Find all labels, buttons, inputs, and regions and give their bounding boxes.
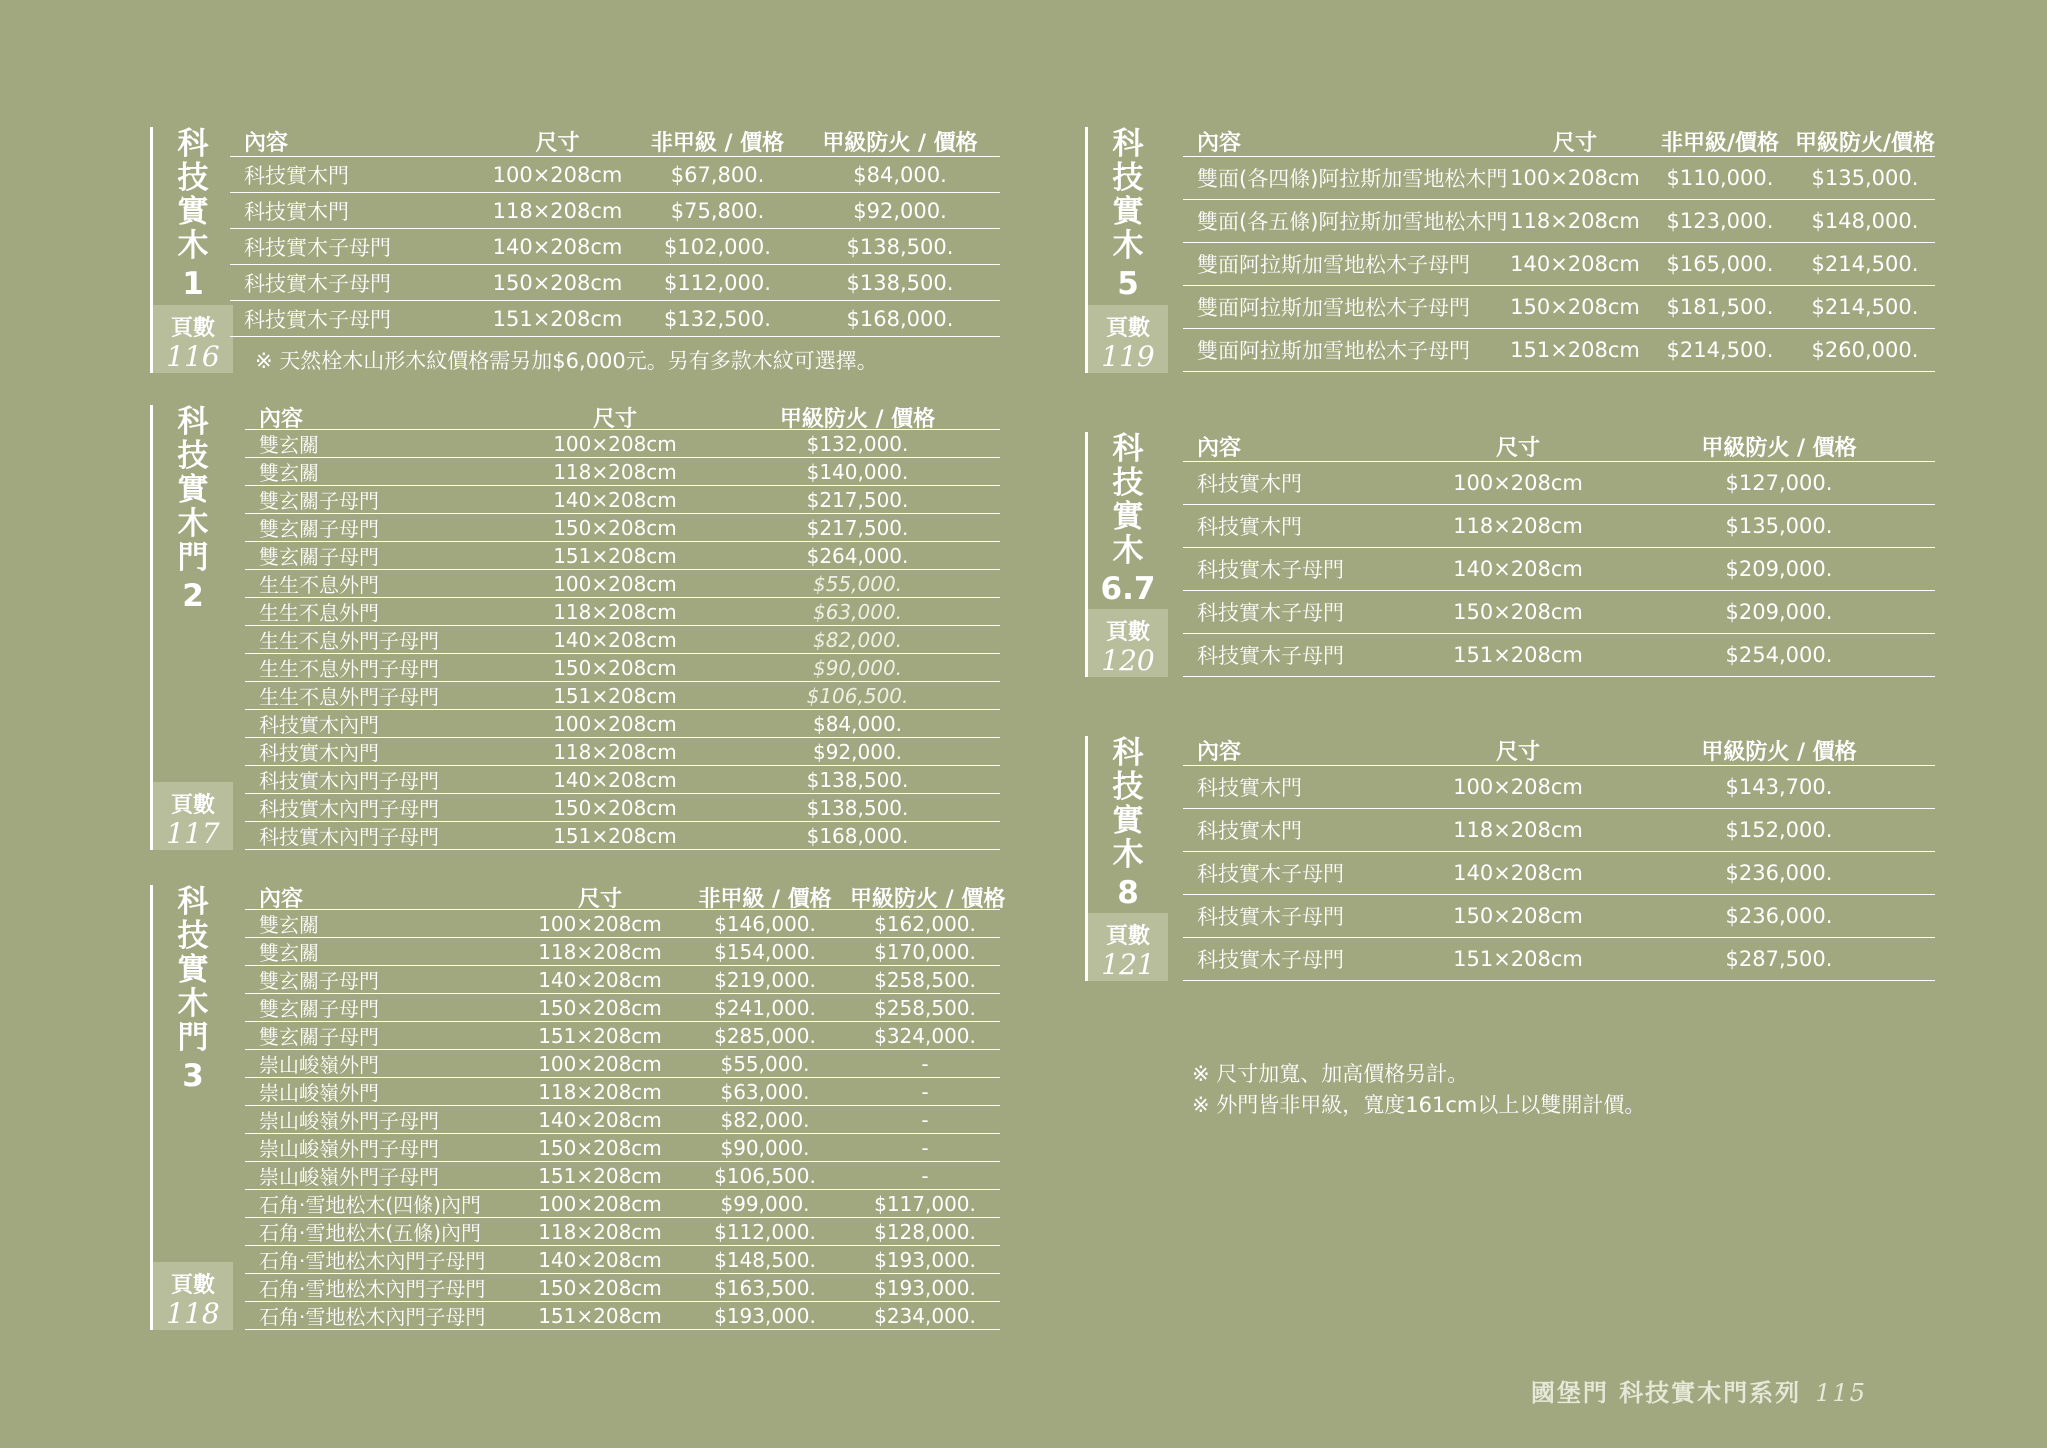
item-name: 生生不息外門子母門 [259,657,439,681]
table-row [245,1162,1000,1190]
title-char: 實 [177,194,209,230]
item-price: $90,000. [812,655,903,680]
item-size: 151×208cm [1510,338,1640,362]
item-name: 石角·雪地松木內門子母門 [259,1249,486,1273]
table-header [245,885,1006,912]
item-price: $112,000. [714,1219,816,1244]
item-name: 石角·雪地松木(四條)內門 [259,1193,481,1217]
table-row [245,966,1000,994]
header-cell: 尺寸 [1495,740,1540,765]
footer-text: 國堡門 科技實木門系列 [1530,1378,1802,1407]
item-price: $236,000. [1725,904,1833,928]
section-6-7 [1085,432,1935,677]
table-row [230,265,1000,301]
item-name: 科技實木門 [1197,515,1302,539]
item-size: 100×208cm [1510,166,1640,190]
item-price: $92,000. [853,198,947,223]
item-name: 雙玄關子母門 [259,545,379,569]
item-size: 118×208cm [1453,514,1583,538]
item-price: $90,000. [720,1135,810,1160]
item-price: $258,500. [874,995,976,1020]
table-row [245,738,1000,766]
item-price: $170,000. [874,939,976,964]
table-row [245,1106,1000,1134]
item-price: $106,500. [714,1163,816,1188]
item-price: $132,500. [664,306,771,331]
table-row [1183,286,1935,329]
item-size: 140×208cm [1453,861,1583,885]
table-row [245,910,1000,938]
item-price: $168,000. [846,306,954,331]
item-name: 崇山峻嶺外門子母門 [259,1137,439,1161]
item-name: 雙玄關子母門 [259,1025,379,1049]
item-size: 151×208cm [538,1303,662,1328]
item-price: $260,000. [1811,338,1919,362]
item-price: $241,000. [714,995,816,1020]
item-size: 100×208cm [538,1191,662,1216]
item-size: 140×208cm [553,767,677,792]
item-size: 151×208cm [553,823,677,848]
item-size: 140×208cm [553,487,677,512]
item-name: 雙玄關子母門 [259,997,379,1021]
page-number: 115 [1815,1379,1867,1407]
item-name: 科技實木子母門 [1197,601,1344,625]
item-price: $63,000. [812,599,903,624]
item-name: 科技實木門 [1197,776,1302,800]
item-name: 石角·雪地松木內門子母門 [259,1277,486,1301]
table-row [245,1246,1000,1274]
table-row [245,1134,1000,1162]
header-cell: 內容 [259,406,304,432]
item-name: 生生不息外門 [259,601,379,625]
page-ref: 頁數 119 [1088,305,1168,373]
section-2 [150,405,1000,850]
price-table [1183,736,1935,981]
item-name: 科技實木子母門 [244,307,391,332]
item-price: $162,000. [874,911,976,936]
item-size: 140×208cm [1510,252,1640,276]
table-row [245,1190,1000,1218]
table-row [1183,329,1935,372]
item-name: 雙面阿拉斯加雪地松木子母門 [1197,339,1470,363]
item-size: 151×208cm [553,683,677,708]
item-price: $99,000. [720,1191,810,1216]
item-name: 生生不息外門子母門 [259,685,439,709]
item-price: $234,000. [874,1303,976,1328]
header-cell: 內容 [244,131,289,156]
table-header [245,405,1000,430]
item-price: $135,000. [1811,166,1919,190]
section-title [150,127,233,373]
item-price: $67,800. [670,162,765,187]
table-row [1183,505,1935,548]
table-row [230,193,1000,229]
item-name: 崇山峻嶺外門 [259,1081,379,1105]
table-row [1183,895,1935,938]
item-price: $138,500. [806,767,909,792]
item-price: $236,000. [1725,861,1833,885]
item-price: $55,000. [720,1051,810,1076]
item-price: $168,000. [806,823,909,848]
item-price: $102,000. [664,234,771,259]
item-price: $324,000. [874,1023,976,1048]
table-row [245,570,1000,598]
page-footer [1531,1373,1867,1408]
page-ref: 頁數 118 [153,1262,233,1330]
item-price: $214,500. [1811,252,1919,276]
item-price: $84,000. [853,162,947,187]
table-row [230,301,1000,337]
header-cell: 尺寸 [1552,131,1597,156]
item-size: 118×208cm [553,739,677,764]
header-cell: 非甲級 / 價格 [650,131,785,156]
item-price: $214,500. [1666,338,1774,362]
item-name: 科技實木子母門 [1197,644,1344,668]
item-name: 科技實木子母門 [244,271,391,296]
table-row [230,229,1000,265]
item-price: $154,000. [714,939,816,964]
item-size: 150×208cm [1453,600,1583,624]
table-row [1183,591,1935,634]
item-price: $82,000. [720,1107,810,1132]
item-price: $112,000. [664,270,771,295]
item-size: 151×208cm [538,1163,662,1188]
item-size: 140×208cm [1453,557,1583,581]
item-size: 151×208cm [492,306,623,331]
section-title: 科 技 實 木 門 3 頁數 118 [150,885,233,1330]
header-cell: 尺寸 [577,886,622,912]
item-price: $138,500. [846,234,954,259]
item-price: $193,000. [874,1247,976,1272]
item-size: 100×208cm [538,911,662,936]
table-row [245,1022,1000,1050]
item-name: 雙面阿拉斯加雪地松木子母門 [1197,253,1470,277]
table-header [1183,736,1935,766]
header-cell: 甲級防火 / 價格 [1701,740,1857,765]
general-note: ※ 外門皆非甲級，寬度161cm以上以雙開計價。 [1192,1093,1646,1117]
item-size: 100×208cm [553,711,677,736]
title-char: 科 [177,126,209,162]
section-title: 科 技 實 木 6.7 頁數 120 [1085,432,1168,677]
item-name: 雙玄關 [259,913,319,937]
item-name: 科技實木內門子母門 [259,769,439,793]
item-price: - [921,1163,929,1188]
item-name: 科技實木內門子母門 [259,797,439,821]
section-title: 科 技 實 木 門 2 頁數 117 [150,405,233,850]
item-price: $75,800. [670,198,765,223]
item-price: $193,000. [714,1303,816,1328]
table-row [1183,200,1935,243]
general-note: ※ 尺寸加寬、加高價格另計。 [1192,1062,1469,1086]
item-price: $287,500. [1725,947,1833,971]
item-name: 科技實木內門 [259,741,379,765]
item-name: 崇山峻嶺外門子母門 [259,1109,439,1133]
item-price: $209,000. [1725,600,1833,624]
item-name: 雙玄關 [259,433,319,457]
header-cell: 甲級防火 / 價格 [822,131,978,156]
item-price: $193,000. [874,1275,976,1300]
header-cell: 內容 [1197,740,1242,765]
price-table [230,127,1000,337]
table-row [245,598,1000,626]
section-title: 科 技 實 木 8 頁數 121 [1085,736,1168,981]
item-name: 科技實木子母門 [1197,905,1344,929]
item-size: 140×208cm [538,967,662,992]
item-name: 科技實木子母門 [244,235,391,260]
item-size: 100×208cm [538,1051,662,1076]
item-size: 118×208cm [1453,818,1583,842]
item-size: 100×208cm [553,571,677,596]
page-ref: 頁數 116 [153,305,233,373]
item-size: 151×208cm [538,1023,662,1048]
table-row [245,458,1000,486]
item-price: $148,500. [714,1247,816,1272]
table-row [245,430,1000,458]
item-size: 118×208cm [492,198,623,223]
item-name: 石角·雪地松木內門子母門 [259,1305,486,1329]
item-price: $123,000. [1666,209,1774,233]
item-price: $254,000. [1725,643,1833,667]
item-size: 150×208cm [492,270,623,295]
table-row [245,626,1000,654]
item-size: 150×208cm [553,655,677,680]
title-char: 木 [177,228,209,264]
item-size: 150×208cm [1510,295,1640,319]
section-5 [1085,127,1935,373]
table-row [1183,157,1935,200]
item-size: 118×208cm [538,1219,662,1244]
item-price: $127,000. [1725,471,1833,495]
table-row [245,994,1000,1022]
item-price: - [921,1107,929,1132]
item-size: 118×208cm [1510,209,1640,233]
table-row [230,157,1000,193]
header-cell: 甲級防火 / 價格 [850,886,1006,912]
item-name: 科技實木子母門 [1197,558,1344,582]
item-name: 雙面阿拉斯加雪地松木子母門 [1197,296,1470,320]
table-row [245,1218,1000,1246]
header-cell: 甲級防火 / 價格 [779,406,936,432]
section-8 [1085,736,1935,981]
item-name: 科技實木子母門 [1197,862,1344,886]
item-price: $110,000. [1666,166,1774,190]
item-size: 150×208cm [1453,904,1583,928]
item-price: $138,500. [846,270,954,295]
item-price: $214,500. [1811,295,1919,319]
item-price: $217,500. [806,515,909,540]
item-size: 118×208cm [553,459,677,484]
table-row [1183,809,1935,852]
header-cell: 尺寸 [592,406,637,432]
header-cell: 甲級防火 / 價格 [1701,436,1857,461]
item-price: $264,000. [806,543,909,568]
header-cell: 尺寸 [1495,436,1540,461]
item-size: 151×208cm [1453,643,1583,667]
table-row [1183,766,1935,809]
table-row [245,794,1000,822]
header-cell: 非甲級/價格 [1660,131,1780,156]
item-price: $143,700. [1725,775,1833,799]
item-size: 150×208cm [538,1275,662,1300]
section-title: 科 技 實 木 5 頁數 119 [1085,127,1168,373]
item-name: 雙玄關子母門 [259,969,379,993]
header-cell: 甲級防火/價格 [1795,131,1936,156]
table-row [1183,852,1935,895]
table-row [245,710,1000,738]
item-size: 118×208cm [538,939,662,964]
item-price: $135,000. [1725,514,1833,538]
item-name: 石角·雪地松木(五條)內門 [259,1221,481,1245]
table-row [245,1302,1000,1330]
item-size: 100×208cm [1453,775,1583,799]
price-table [1183,127,1935,372]
table-row [1183,548,1935,591]
table-row [1183,634,1935,677]
item-name: 科技實木內門子母門 [259,825,439,849]
table-row [245,1050,1000,1078]
title-char: 技 [177,160,209,196]
table-row [245,766,1000,794]
item-size: 118×208cm [553,599,677,624]
item-price: $138,500. [806,795,909,820]
price-table [245,885,1006,1330]
item-price: - [921,1079,929,1104]
header-cell: 內容 [1197,131,1242,156]
item-price: $209,000. [1725,557,1833,581]
item-price: $55,000. [812,571,903,596]
item-size: 150×208cm [553,795,677,820]
item-name: 雙面(各五條)阿拉斯加雪地松木門 [1197,210,1508,234]
item-size: 100×208cm [553,431,677,456]
item-name: 崇山峻嶺外門子母門 [259,1165,439,1189]
item-size: 140×208cm [553,627,677,652]
table-row [245,514,1000,542]
table-row [1183,938,1935,981]
table-row [245,822,1000,850]
item-name: 科技實木門 [1197,819,1302,843]
item-name: 生生不息外門子母門 [259,629,439,653]
item-name: 科技實木門 [244,163,349,188]
item-price: $140,000. [806,459,909,484]
item-price: $128,000. [874,1219,976,1244]
page-ref: 頁數 120 [1088,609,1168,677]
price-table [1183,432,1935,677]
item-size: 100×208cm [492,162,623,187]
item-name: 科技實木內門 [259,713,379,737]
item-name: 科技實木門 [1197,472,1302,496]
item-size: 151×208cm [553,543,677,568]
item-price: $152,000. [1725,818,1833,842]
page-ref: 頁數 121 [1088,913,1168,981]
item-price: $132,000. [806,431,909,456]
table-note: ※ 天然栓木山形木紋價格需另加$6,000元。另有多款木紋可選擇。 [255,349,878,373]
table-row [245,1274,1000,1302]
item-price: $92,000. [812,739,903,764]
item-size: 140×208cm [538,1247,662,1272]
item-name: 生生不息外門 [259,573,379,597]
item-name: 雙面(各四條)阿拉斯加雪地松木門 [1197,167,1508,191]
item-size: 151×208cm [1453,947,1583,971]
item-price: - [921,1135,929,1160]
item-price: $165,000. [1666,252,1774,276]
title-num: 1 [182,266,204,302]
table-row [245,486,1000,514]
item-size: 150×208cm [538,1135,662,1160]
section-3 [150,884,1006,1330]
table-header [1183,127,1935,157]
item-name: 崇山峻嶺外門 [259,1053,379,1077]
item-price: $148,000. [1811,209,1919,233]
section-1 [150,127,1000,373]
page-ref: 頁數 117 [153,782,233,850]
item-price: $106,500. [806,683,909,708]
item-size: 140×208cm [492,234,623,259]
item-price: $63,000. [720,1079,810,1104]
item-price: $181,500. [1666,295,1774,319]
item-name: 雙玄關 [259,461,319,485]
table-header [230,127,1000,157]
header-cell: 內容 [1197,436,1242,461]
item-name: 雙玄關 [259,941,319,965]
table-row [245,654,1000,682]
item-price: $146,000. [714,911,816,936]
table-row [1183,243,1935,286]
table-row [1183,462,1935,505]
item-price: $219,000. [714,967,816,992]
item-price: $258,500. [874,967,976,992]
item-name: 科技實木門 [244,199,349,224]
table-header [1183,432,1935,462]
header-cell: 內容 [259,886,304,912]
item-price: - [921,1051,929,1076]
price-table [245,405,1000,850]
item-size: 118×208cm [538,1079,662,1104]
item-size: 140×208cm [538,1107,662,1132]
item-price: $117,000. [874,1191,976,1216]
item-size: 100×208cm [1453,471,1583,495]
item-price: $217,500. [806,487,909,512]
item-price: $163,500. [714,1275,816,1300]
header-cell: 非甲級 / 價格 [698,886,832,912]
item-price: $82,000. [812,627,903,652]
item-name: 雙玄關子母門 [259,489,379,513]
item-price: $285,000. [714,1023,816,1048]
item-name: 科技實木子母門 [1197,948,1344,972]
table-row [245,542,1000,570]
item-size: 150×208cm [553,515,677,540]
item-name: 雙玄關子母門 [259,517,379,541]
item-size: 150×208cm [538,995,662,1020]
table-row [245,682,1000,710]
header-cell: 尺寸 [535,131,580,156]
item-price: $84,000. [812,711,903,736]
table-row [245,938,1000,966]
table-row [245,1078,1000,1106]
